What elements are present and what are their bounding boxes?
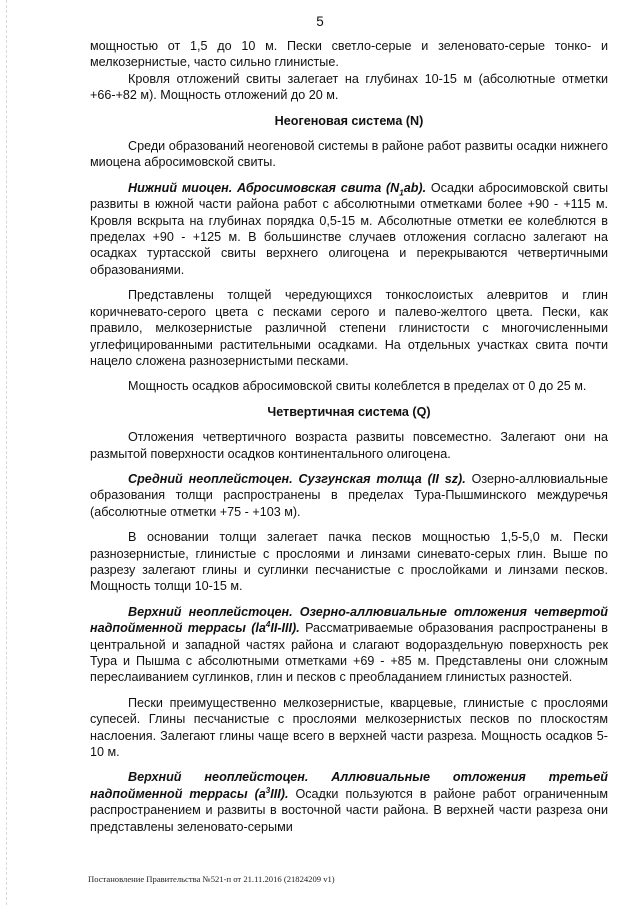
paragraph-lithology: Представлены толщей чередующихся тонкослоистых алевритов и глин коричневато-серого цвета с песками серого и палево-желтого цвета. Пески, как правило, мелкозернистые различной степени глинистости с многочисленными углефицированными растительными осадками. На отдельных участках свита почти нацело сложена разнозернистыми песками. [90,288,608,368]
paragraph-lower-miocene: Нижний миоцен. Абросимовская свита $(N_1ab)$. Осадки абросимовской свиты развиты в южной части района работ с абсолютными отметками более +90 - +115 м. Кровля вскрыта на глубинах порядка 0,5-15 м. Абсолютные отметки ее колеблются в пределах +90 - +125 м. В большинстве случаев отложения согласно залегают на осадках туртасской свиты верхнего олигоцена и перекрываются четвертичными образованиями. [90,180,608,277]
document-body [90,38,608,835]
paragraph-upper-neopleistocene-alluvial: Верхний неоплейстоцен. Аллювиальные отложения третьей надпойменной террасы $(a^3III)$. Осадки пользуются в районе работ ограниченным распространением и развиты в восточной части района. В верхней части разреза они представлены зеленовато-серыми [90,770,608,834]
alluvial-terrace-heading: Верхний неоплейстоцен. Аллювиальные отложения третьей надпойменной террасы $(a^3III)$. [90,770,608,801]
lower-miocene-heading: Нижний миоцен. Абросимовская свита $(N_1ab)$. [128,180,427,198]
paragraph-roof-depth: Кровля отложений свиты залегает на глубинах 10-15 м (абсолютные отметки +66-+82 м). Мощность отложений до 20 м. [90,71,608,103]
margin-rule [6,0,7,905]
section-heading-quaternary: Четвертичная система (Q) [267,404,431,419]
paragraph-middle-neopleistocene: Средний неоплейстоцен. Сузгунская толща (II sz). Озерно-аллювиальные образования толщи распространены в пределах Тура-Пышминского междуречья (абсолютные отметки +75 - +103 м). [90,471,608,519]
paragraph-thickness: Мощность осадков абросимовской свиты колеблется в пределах от 0 до 25 м. [128,379,587,394]
upper-neopleistocene-heading: Верхний неоплейстоцен. Озерно-аллювиальные отложения четвертой надпойменной террасы $(la^4II-III)$. [90,604,608,636]
paragraph-continuation: мощностью от 1,5 до 10 м. Пески светло-серые и зеленовато-серые тонко- и мелкозернистые, часто сильно глинистые. [90,39,608,70]
page-number: 5 [316,14,324,29]
paragraph-sands-clays: Пески преимущественно мелкозернистые, кварцевые, глинистые с прослоями супесей. Глины песчанистые с прослоями мелкозернистых песков по плоскостям наслоения. Залегают глины чаще всего в верхней части разреза. Мощность осадков 5-10 м. [90,695,608,760]
document-footer: Постановление Правительства №521-п от 21.11.2016 (21824209 v1) [88,874,335,884]
paragraph-quaternary-intro: Отложения четвертичного возраста развиты повсеместно. Залегают они на размытой поверхности осадков континентального олигоцена. [90,430,608,461]
paragraph-neogene-intro: Среди образований неогеновой системы в районе работ развиты осадки нижнего миоцена абросимовской свиты. [90,139,608,170]
section-heading-neogene: Неогеновая система (N) [274,113,424,128]
paragraph-base-sands: В основании толщи залегает пачка песков мощностью 1,5-5,0 м. Пески разнозернистые, глинистые с прослоями и линзами синевато-серых глин. Выше по разрезу залегают глины и суглинки песчанистые с прослойками и линзами песков. Мощность толщи 10-15 м. [90,530,608,594]
paragraph-upper-neopleistocene-lake: Верхний неоплейстоцен. Озерно-аллювиальные отложения четвертой надпойменной террасы $(la^4II-III)$. Рассматриваемые образования распространены в центральной и западной частях района и слагают водораздельную поверхность рек Тура и Пышма с абсолютными отметками +69 - +85 м. Представлены они сложным переслаиванием суглинков, глин и песков с преобладанием глинистых разностей. [90,604,608,685]
middle-neopleistocene-heading: Средний неоплейстоцен. Сузгунская толща (II sz). [128,471,466,486]
